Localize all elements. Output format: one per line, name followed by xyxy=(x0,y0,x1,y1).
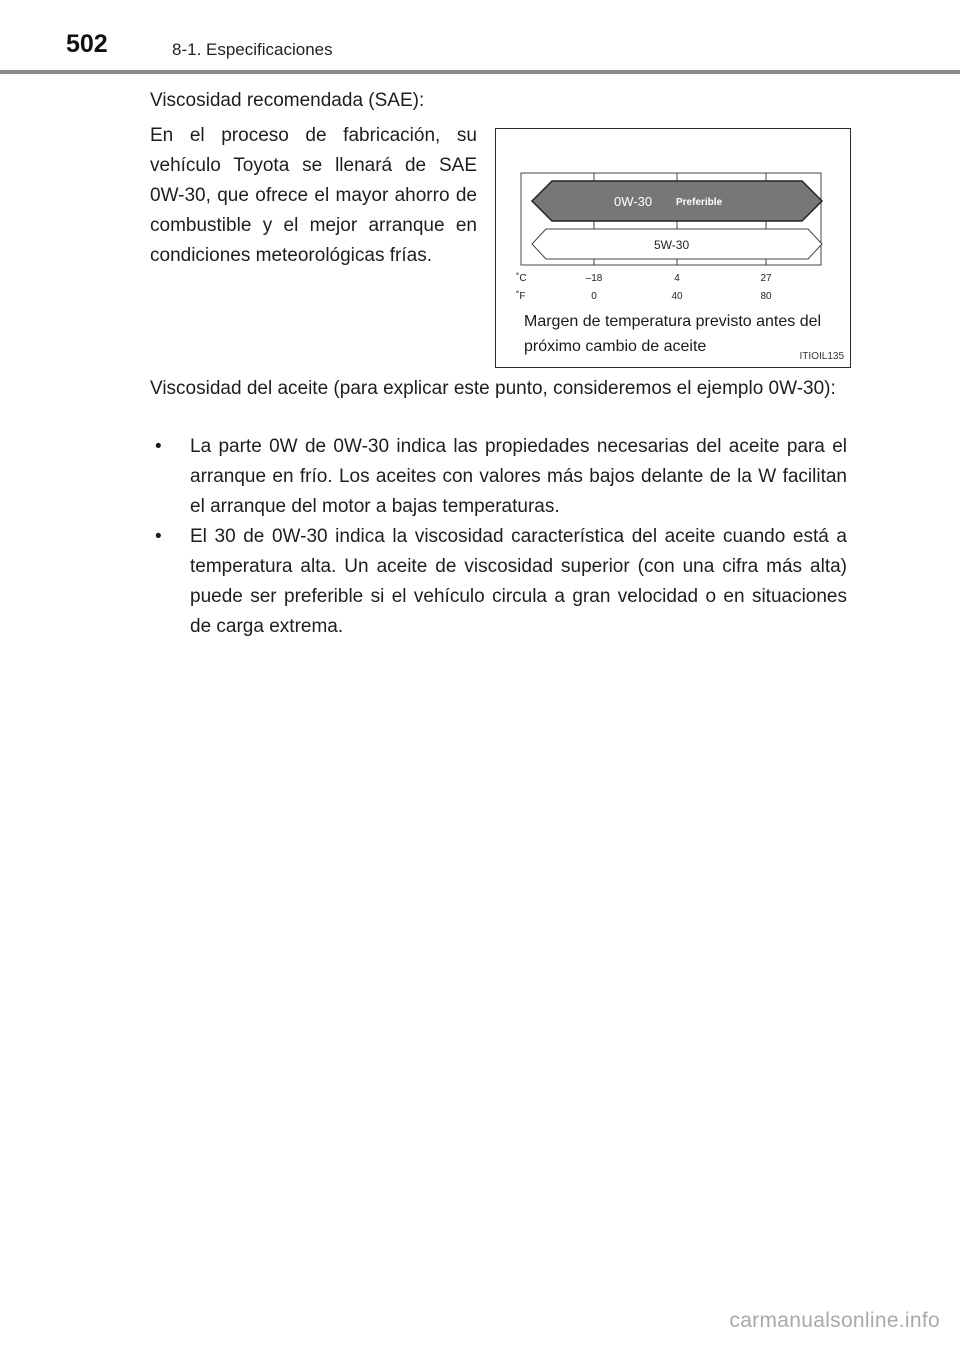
figure-code: ITIOIL135 xyxy=(799,351,844,362)
celsius-tick: 27 xyxy=(760,273,772,284)
bar-0w30-label: 0W-30 xyxy=(614,194,653,209)
celsius-unit: ˚C xyxy=(516,273,527,284)
list-item-text: La parte 0W de 0W-30 indica las propiedades necesarias del aceite para el arranque en frío. Los aceites con valores más bajos delante de la W facilitan el arranque del motor a bajas temperaturas. xyxy=(190,436,847,517)
bar-5w30-label: 5W-30 xyxy=(654,238,690,252)
list-item xyxy=(155,522,847,642)
bullet-list xyxy=(155,432,847,642)
intro-paragraph: En el proceso de fabricación, su vehículo Toyota se llenará de SAE 0W-30, que ofrece el mayor ahorro de combustible y el mejor arranque en condiciones meteorológicas frías. xyxy=(150,125,477,266)
bullet-symbol: • xyxy=(155,526,162,547)
fahrenheit-tick: 40 xyxy=(671,291,683,302)
list-item xyxy=(155,432,847,522)
celsius-tick: 4 xyxy=(674,273,680,284)
fahrenheit-unit: ˚F xyxy=(516,291,526,302)
section-title: 8-1. Especificaciones xyxy=(172,40,333,59)
viscosity-paragraph: Viscosidad del aceite (para explicar este punto, consideremos el ejemplo 0W-30): xyxy=(150,378,836,399)
list-item-text: El 30 de 0W-30 indica la viscosidad característica del aceite cuando está a temperatura alta. Un aceite de viscosidad superior (con una cifra más alta) puede ser preferible si el vehículo circula a gran velocidad o en situaciones de carga extrema. xyxy=(190,526,847,637)
page-number: 502 xyxy=(66,30,108,58)
bullet-symbol: • xyxy=(155,436,162,457)
header-divider xyxy=(0,70,960,74)
bar-0w30-note: Preferible xyxy=(676,197,723,208)
celsius-tick: –18 xyxy=(585,273,603,284)
subheading: Viscosidad recomendada (SAE): xyxy=(150,90,425,111)
viscosity-figure xyxy=(495,128,851,368)
figure-caption: Margen de temperatura previsto antes del próximo cambio de aceite xyxy=(524,313,822,355)
fahrenheit-tick: 80 xyxy=(760,291,772,302)
watermark: carmanualsonline.info xyxy=(729,1309,940,1332)
fahrenheit-tick: 0 xyxy=(591,291,597,302)
